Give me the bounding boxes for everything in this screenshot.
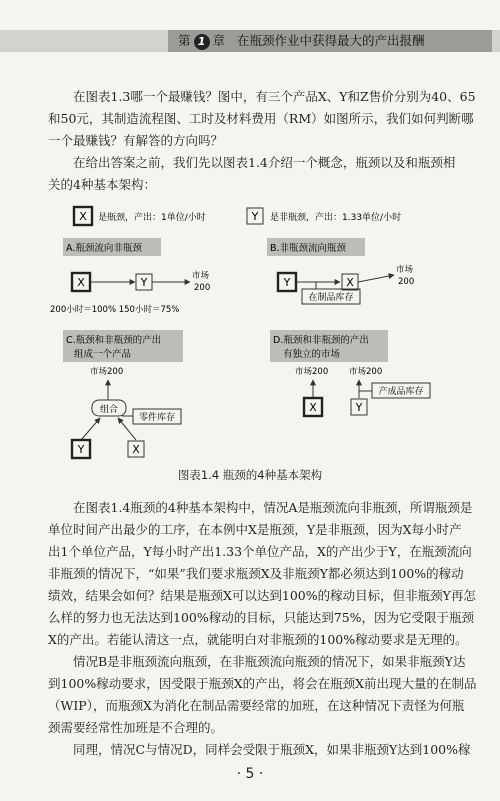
panel-c-node-x-label: X [132, 443, 140, 456]
panel-c-assembly: 组合 [99, 405, 119, 415]
bottleneck-diagram [40, 200, 460, 470]
legend-x-text: 是瓶颈，产出：1单位/小时 [98, 213, 206, 223]
panel-c-title-line2: 组成一个产品 [74, 349, 132, 360]
chapter-prefix: 第 [178, 33, 191, 48]
paragraph-case-a [48, 497, 476, 651]
paragraph-case-b [48, 651, 477, 739]
panel-b-node-y-label: Y [283, 276, 291, 289]
panel-d-node-x-label: X [309, 401, 317, 414]
panel-c-arrow-y [81, 418, 100, 440]
paragraph-case-cd [48, 739, 471, 761]
panel-a-market: 市场 [192, 271, 210, 281]
text-line: 单位时间产出最少的工序，在本例中X是瓶颈，Y是非瓶颈，因为X每小时产 [48, 522, 462, 537]
text-line: X的产出。若能认清这一点，就能明白对非瓶颈的100%稼动要求是无理的。 [48, 632, 468, 647]
panel-c-title-line1: C.瓶颈和非瓶颈的产出 [66, 335, 162, 346]
legend-bottleneck [74, 207, 206, 225]
chapter-title: 在瓶颈作业中获得最大的产出报酬 [237, 33, 425, 48]
text-line: 一个最赚钱？有解答的方向吗？ [48, 133, 224, 148]
panel-a-note: 200小时＝100% 150小时＝75% [50, 305, 180, 315]
panel-b-market-qty: 200 [398, 277, 415, 287]
panel-a-node-y-label: Y [140, 276, 148, 289]
panel-a-title: A.瓶颈流向非瓶颈 [66, 243, 142, 254]
panel-b-title: B.非瓶颈流向瓶颈 [270, 243, 347, 254]
text-line: 非瓶颈的情况下，“如果”我们要求瓶颈X及非瓶颈Y都必须达到100%的稼动 [48, 566, 464, 581]
text-line: 到100%稼动要求，因受限于瓶颈X的产出，将会在瓶颈X前出现大量的在制品 [48, 676, 477, 691]
diagram-svg [40, 200, 460, 470]
panel-d-market-y: 市场200 [349, 367, 383, 377]
text-line: 在图表1.4瓶颈的4种基本架构中，情况A是瓶颈流向非瓶颈，所谓瓶颈是 [73, 500, 473, 515]
panel-d-title-line1: D.瓶颈和非瓶颈的产出 [273, 335, 369, 346]
legend-non-bottleneck [247, 208, 401, 224]
panel-c-node-y-label: Y [77, 443, 85, 456]
chapter-header [168, 30, 492, 52]
panel-c [63, 330, 183, 458]
panel-d-title-line2: 有独立的市场 [283, 349, 341, 360]
panel-a [50, 238, 210, 315]
text-line: 绩效，结果会如何？结果是瓶颈X可以达到100%的稼动目标，但非瓶颈Y再怎 [48, 588, 476, 603]
panel-d-market-x: 市场200 [295, 367, 329, 377]
panel-d-node-y-label: Y [355, 401, 363, 414]
legend-y-label: Y [251, 210, 259, 223]
panel-a-market-qty: 200 [194, 283, 211, 293]
text-line: 在给出答案之前，我们先以图表1.4介绍一个概念，瓶颈以及和瓶颈相 [73, 155, 456, 170]
paragraph-lead-in [48, 152, 466, 196]
text-line: （WIP），而瓶颈X为消化在制品需要经常的加班，在这种情况下责怪为何瓶 [48, 698, 465, 713]
text-line: 同理，情况C与情况D，同样会受限于瓶颈X，如果非瓶颈Y达到100%稼 [73, 742, 471, 757]
panel-d-inventory: 产成品库存 [378, 387, 424, 397]
panel-b-inventory: 在制品库存 [308, 293, 354, 303]
legend-y-text: 是非瓶颈，产出：1.33单位/小时 [270, 213, 402, 223]
panel-b-arrow-market [358, 275, 394, 282]
text-line: 关的4种基本架构： [48, 177, 156, 192]
text-line: 和50元，其制造流程图、工时及材料费用（RM）如图所示，我们如何判断哪 [48, 111, 474, 126]
paragraph-intro [48, 86, 476, 152]
figure-caption: 图表1.4 瓶颈的4种基本架构 [177, 468, 323, 482]
legend-x-label: X [79, 210, 87, 223]
text-line: 么样的努力也无法达到100%稼动的目标，只能达到75%，因为它受限于瓶颈 [48, 610, 475, 625]
running-header [0, 0, 500, 62]
text-line: 出1个单位产品，Y每小时产出1.33个单位产品，X的产出少于Y，在瓶颈流向 [48, 544, 472, 559]
text-line: 颈需要经常性加班是不合理的。 [48, 720, 224, 735]
page-number: · 5 · [236, 766, 264, 782]
panel-b-market: 市场 [396, 265, 414, 275]
panel-d [270, 330, 430, 416]
panel-b [267, 238, 414, 304]
panel-c-market: 市场200 [90, 367, 124, 377]
chapter-number-badge: 1 [194, 34, 210, 50]
chapter-suffix: 章 [212, 33, 226, 48]
panel-b-node-x-label: X [346, 276, 354, 289]
panel-c-inventory: 零件库存 [138, 413, 176, 423]
text-line: 情况B是非瓶颈流向瓶颈，在非瓶颈流向瓶颈的情况下，如果非瓶颈Y达 [73, 654, 466, 669]
panel-a-node-x-label: X [77, 276, 85, 289]
text-line: 在图表1.3哪一个最赚钱？图中，有三个产品X、Y和Z售价分别为40、65 [73, 89, 476, 104]
